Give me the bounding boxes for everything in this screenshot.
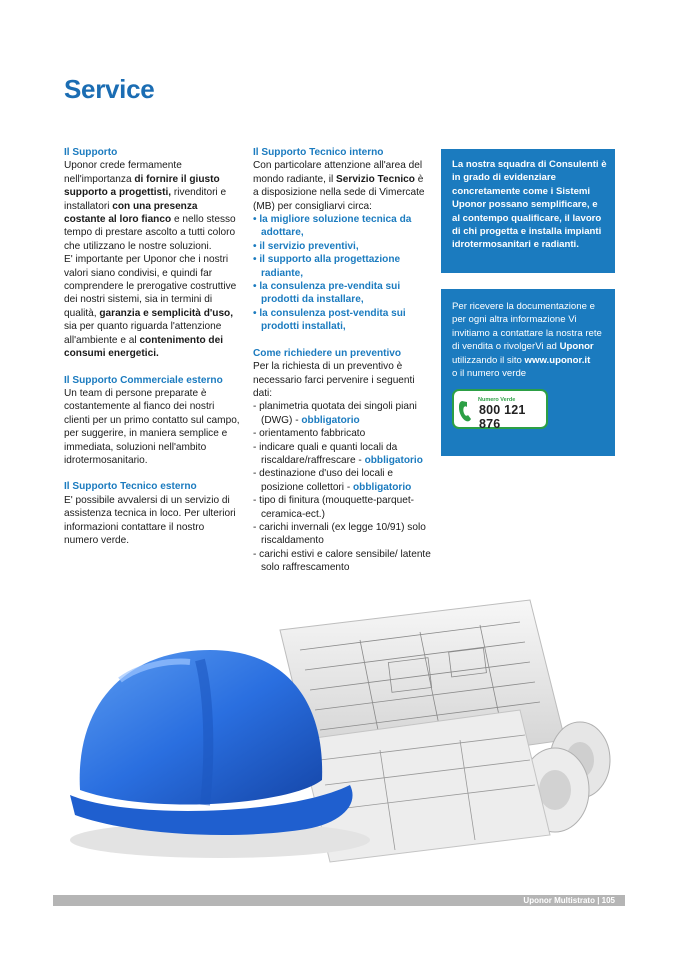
list-item: • il supporto alla progettazione radiante, (253, 253, 431, 280)
paragraph-intro: Uponor crede fermamente nell'importanza di fornire il giusto supporto a progettisti, rivenditori e installatori con una presenza costante al loro fianco e nello stesso tempo di prestare ascolto a tutti coloro che utilizzano le nostre soluzioni. (64, 160, 236, 252)
section-heading-tecnico-interno: Il Supporto Tecnico interno (253, 147, 384, 158)
section-heading-tecnico-esterno: Il Supporto Tecnico esterno (64, 481, 197, 493)
toll-free-label: Numero Verde (478, 397, 516, 404)
toll-free-badge[interactable] (452, 389, 548, 429)
page-title: Service (64, 74, 155, 104)
phone-icon (458, 399, 474, 423)
list-item: - indicare quali e quanti locali da riscaldare/raffrescare - obbligatorio (253, 441, 431, 468)
list-item: • la migliore soluzione tecnica da adottare, (253, 213, 431, 240)
services-list (253, 213, 431, 334)
section-heading-preventivo: Come richiedere un preventivo (253, 347, 402, 359)
section-heading-supporto: Il Supporto (64, 147, 118, 158)
blueprint-rolls (280, 600, 610, 862)
paragraph-commerciale: Un team di persone preparate è costantemente al fianco dei nostri clienti per un primo contatto sul campo, per suggerire, in maniera semplice e immediata, soluzioni nell'ambito idrotermosanitario. (64, 387, 240, 466)
list-item: - planimetria quotata dei singoli piani (DWG) - obbligatorio (253, 400, 431, 427)
list-item: - carichi invernali (ex legge 10/91) solo riscaldamento (253, 521, 431, 548)
list-item: • la consulenza post-vendita sui prodotti installati, (253, 307, 431, 334)
consultants-box (441, 149, 615, 273)
paragraph-preventivo: Per la richiesta di un preventivo è necessario farci pervenire i seguenti dati: (253, 361, 415, 399)
contact-phone-intro: o il numero verde (452, 368, 527, 380)
list-item: - orientamento fabbricato (253, 427, 431, 440)
list-item: • il servizio preventivi, (253, 240, 431, 253)
list-item: - carichi estivi e calore sensibile/ latente solo raffrescamento (253, 548, 431, 575)
list-item: - tipo di finitura (mouquette-parquet-ceramica-ect.) (253, 494, 431, 521)
paragraph-values: E' importante per Uponor che i nostri valori siano condivisi, e quindi far comprendere le prerogative costruttive dei nostri sistemi, sia in termini di qualità, garanzia e semplicità d'uso, sia per quanto riguarda l'attenzione all'ambiente e al contenimento dei consumi energetici. (64, 254, 237, 360)
contact-box (441, 289, 615, 456)
column-middle (253, 146, 431, 575)
list-item: - destinazione d'uso dei locali e posizione collettori - obbligatorio (253, 467, 431, 494)
section-heading-commerciale: Il Supporto Commerciale esterno (64, 374, 223, 386)
contact-text: Per ricevere la documentazione e per ogni altra informazione Vi invitiamo a contattare la nostra rete di vendita o rivolgerVi ad Uponor utilizzando il sito www.uponor.it (452, 301, 602, 366)
footer-bar (53, 895, 625, 906)
helmet-blueprints-illustration (60, 590, 620, 870)
footer-page-label: Uponor Multistrato | 105 (523, 896, 615, 905)
list-item: • la consulenza pre-vendita sui prodotti da installare, (253, 280, 431, 307)
column-left (64, 146, 240, 547)
toll-free-number: 800 121 876 (479, 403, 526, 431)
consultants-text: La nostra squadra di Consulenti è in grado di evidenziare concretamente come i Sistemi Uponor possano semplificare, e al contempo qualificare, il lavoro di chi progetta e installa impianti idrotermosanitari e radianti. (452, 159, 607, 251)
paragraph-tecnico-interno: Con particolare attenzione all'area del mondo radiante, il Servizio Tecnico è a disposizione nella sede di Vimercate (MB) per consigliarvi circa: (253, 160, 425, 212)
paragraph-tecnico-esterno: E' possibile avvalersi di un servizio di assistenza tecnica in loco. Per ulteriori informazioni contattare il nostro numero verde. (64, 494, 236, 546)
website-link[interactable]: www.uponor.it (524, 354, 591, 366)
requirements-list (253, 400, 431, 574)
